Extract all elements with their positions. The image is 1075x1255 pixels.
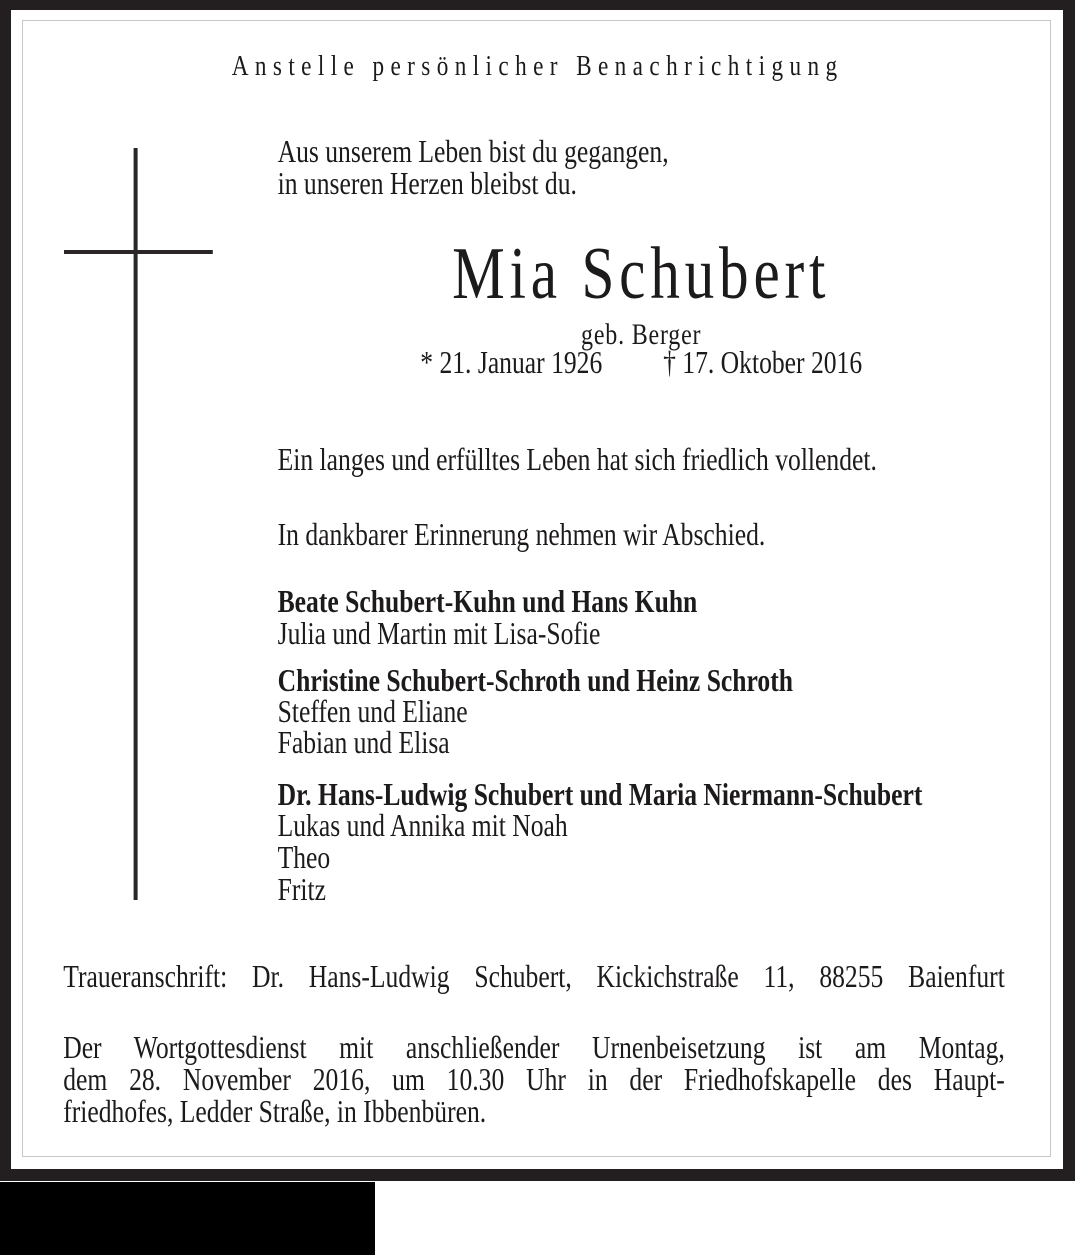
cross-horizontal-bar (64, 250, 213, 254)
intro-verse-line2: in unseren Herzen bleibst du. (277, 165, 577, 201)
deceased-name: Mia Schubert (452, 233, 831, 315)
death-date: † 17. Oktober 2016 (663, 344, 863, 380)
family-group-head: Christine Schubert-Schroth und Heinz Schroth (277, 662, 793, 698)
intro-verse-line1: Aus unserem Leben bist du gegangen, (277, 133, 669, 169)
family-member-line: Fritz (277, 871, 326, 907)
mourning-address: Traueranschrift: Dr. Hans-Ludwig Schubert, Kickichstraße 11, 88255 Baienfurt (63, 958, 1005, 994)
family-member-line: Theo (277, 839, 331, 875)
family-member-line: Lukas und Annika mit Noah (277, 807, 568, 843)
family-member-line: Steffen und Eliane (277, 693, 468, 729)
family-group-head: Dr. Hans-Ludwig Schubert und Maria Niermann-Schubert (277, 776, 923, 812)
life-sentence: Ein langes und erfülltes Leben hat sich friedlich vollendet. (277, 441, 877, 477)
service-announcement-line3: friedhofes, Ledder Straße, in Ibbenbüren. (63, 1093, 487, 1129)
farewell-sentence: In dankbarer Erinnerung nehmen wir Abschied. (277, 516, 766, 552)
maiden-name: geb. Berger (581, 318, 702, 351)
intro-verse (278, 135, 669, 199)
preamble-text: Anstelle persönlicher Benachrichtigung (231, 50, 844, 82)
family-member-line: Fabian und Elisa (277, 724, 450, 760)
service-announcement (63, 1031, 1005, 1127)
redaction-block (0, 1182, 375, 1255)
service-announcement-line2: dem 28. November 2016, um 10.30 Uhr in der Friedhofskapelle des Haupt- (63, 1061, 1005, 1097)
family-group-head: Beate Schubert-Kuhn und Hans Kuhn (277, 583, 698, 619)
service-announcement-line1: Der Wortgottesdienst mit anschließender Urnenbeisetzung ist am Montag, (63, 1029, 1005, 1065)
life-dates (278, 346, 1005, 378)
family-member-line: Julia und Martin mit Lisa-Sofie (277, 615, 601, 651)
cross-vertical-bar (134, 148, 138, 900)
birth-date: * 21. Januar 1926 (420, 344, 603, 380)
